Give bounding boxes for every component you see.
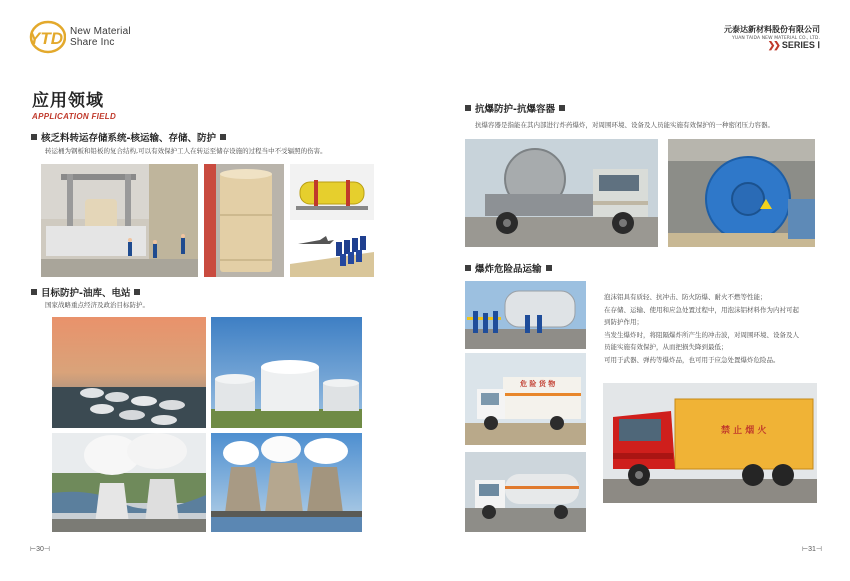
- photo-cooling-towers-river: [52, 433, 206, 532]
- photo-cooling-towers-lake: [211, 433, 362, 532]
- series-label: [768, 40, 820, 51]
- photo-oil-tanks-sky: [211, 317, 362, 428]
- logo-text: [70, 26, 131, 48]
- truck-sign-large: 禁 止 烟 火: [721, 426, 767, 436]
- photo-tanker-truck: [465, 452, 586, 532]
- bullet-square-icon: [134, 289, 140, 295]
- section-title: 目标防护-油库、电站: [41, 288, 131, 299]
- series-text: SERIES Ⅰ: [781, 40, 820, 50]
- truck-sign-small: 危 险 货 物: [520, 380, 556, 388]
- section-desc-transport: [604, 291, 799, 366]
- right-page: [425, 0, 850, 581]
- photo-explosion-container-truck: [465, 139, 658, 247]
- section-desc-nuclear: 转运桶为钢板和铅板的复合结构,可以有效保护工人在转运至储存设施的过程当中不受辐照的伤害。: [45, 147, 327, 155]
- application-title-en: APPLICATION FIELD: [32, 112, 117, 121]
- section-desc-target: 国家战略重点经济及政治目标防护。: [45, 301, 149, 309]
- photo-oil-depot-sunset: [52, 317, 206, 428]
- photo-blue-blast-vessel: [668, 139, 815, 247]
- section-heading-nuclear: [31, 130, 226, 144]
- page-number-marker-icon: ⊢: [30, 546, 37, 553]
- logo-line-1: New Material: [70, 26, 131, 37]
- page-number-marker-icon: ⊣: [43, 546, 51, 553]
- application-title-cn: 应用领域: [32, 91, 104, 111]
- desc-line: 到防护作用；: [604, 318, 643, 326]
- bullet-square-icon: [465, 105, 471, 111]
- logo-line-2: Share Inc: [70, 37, 115, 48]
- svg-text:YTD: YTD: [29, 29, 63, 48]
- section-title: 爆炸危险品运输: [475, 264, 542, 275]
- page-number-left: ⊢30⊣: [30, 546, 51, 553]
- bullet-square-icon: [559, 105, 565, 111]
- double-chevron-icon: ❯❯: [767, 40, 779, 50]
- company-logo: [26, 20, 166, 54]
- photo-explosives-truck-large: [603, 383, 817, 503]
- photo-transport-container-render: [290, 164, 374, 220]
- page-number-marker-icon: ⊣: [815, 546, 822, 553]
- bullet-square-icon: [465, 265, 471, 271]
- company-name-en: YUAN TAIDA NEW MATERIAL CO., LTD.: [731, 36, 820, 41]
- photo-casks-and-aircraft: [290, 224, 374, 277]
- section-heading-explosion: [465, 101, 565, 115]
- desc-line: 当发生爆炸时，将阻隔爆炸所产生的冲击波，对周围环境、设备及人: [604, 330, 799, 339]
- company-header: [724, 24, 820, 41]
- photo-dangerous-goods-truck-small: [465, 353, 586, 445]
- bullet-square-icon: [31, 134, 37, 140]
- desc-line: 员能实施有效保护，从而把损失降到最低；: [604, 343, 728, 351]
- section-title: 核乏料转运存储系统-核运输、存储、防护: [41, 133, 216, 144]
- section-title: 抗爆防护-抗爆容器: [475, 104, 555, 115]
- desc-line: 泡沫铝具有质轻、抗冲击、防火防爆、耐火不燃等性能；: [604, 293, 767, 301]
- desc-line: 在存储、运输、使用和应急处置过程中，用泡沫铝材料作为内衬可起: [604, 305, 799, 314]
- desc-line: 可用于武器、弹药等爆炸品，也可用于应急处置爆炸危险品。: [604, 355, 780, 364]
- application-title: [32, 86, 116, 121]
- company-name-cn: 元泰达新材料股份有限公司: [724, 25, 820, 34]
- section-heading-target: [31, 285, 140, 299]
- bullet-square-icon: [220, 134, 226, 140]
- bullet-square-icon: [546, 265, 552, 271]
- photo-personnel-transport-vehicle: [465, 281, 586, 349]
- page-number-marker-icon: ⊢: [801, 546, 809, 553]
- section-heading-transport: [465, 261, 552, 275]
- page-number-right: ⊢31⊣: [801, 546, 822, 553]
- section-desc-explosion: 抗爆容器是指能在其内部进行炸药爆炸，对周围环境、设备及人员能实施有效保护的一种密闭压力容器。: [475, 121, 774, 129]
- photo-storage-cask: [204, 164, 284, 277]
- photo-nuclear-cask-facility: [41, 164, 198, 277]
- bullet-square-icon: [31, 289, 37, 295]
- ytd-logo-icon: [26, 20, 66, 54]
